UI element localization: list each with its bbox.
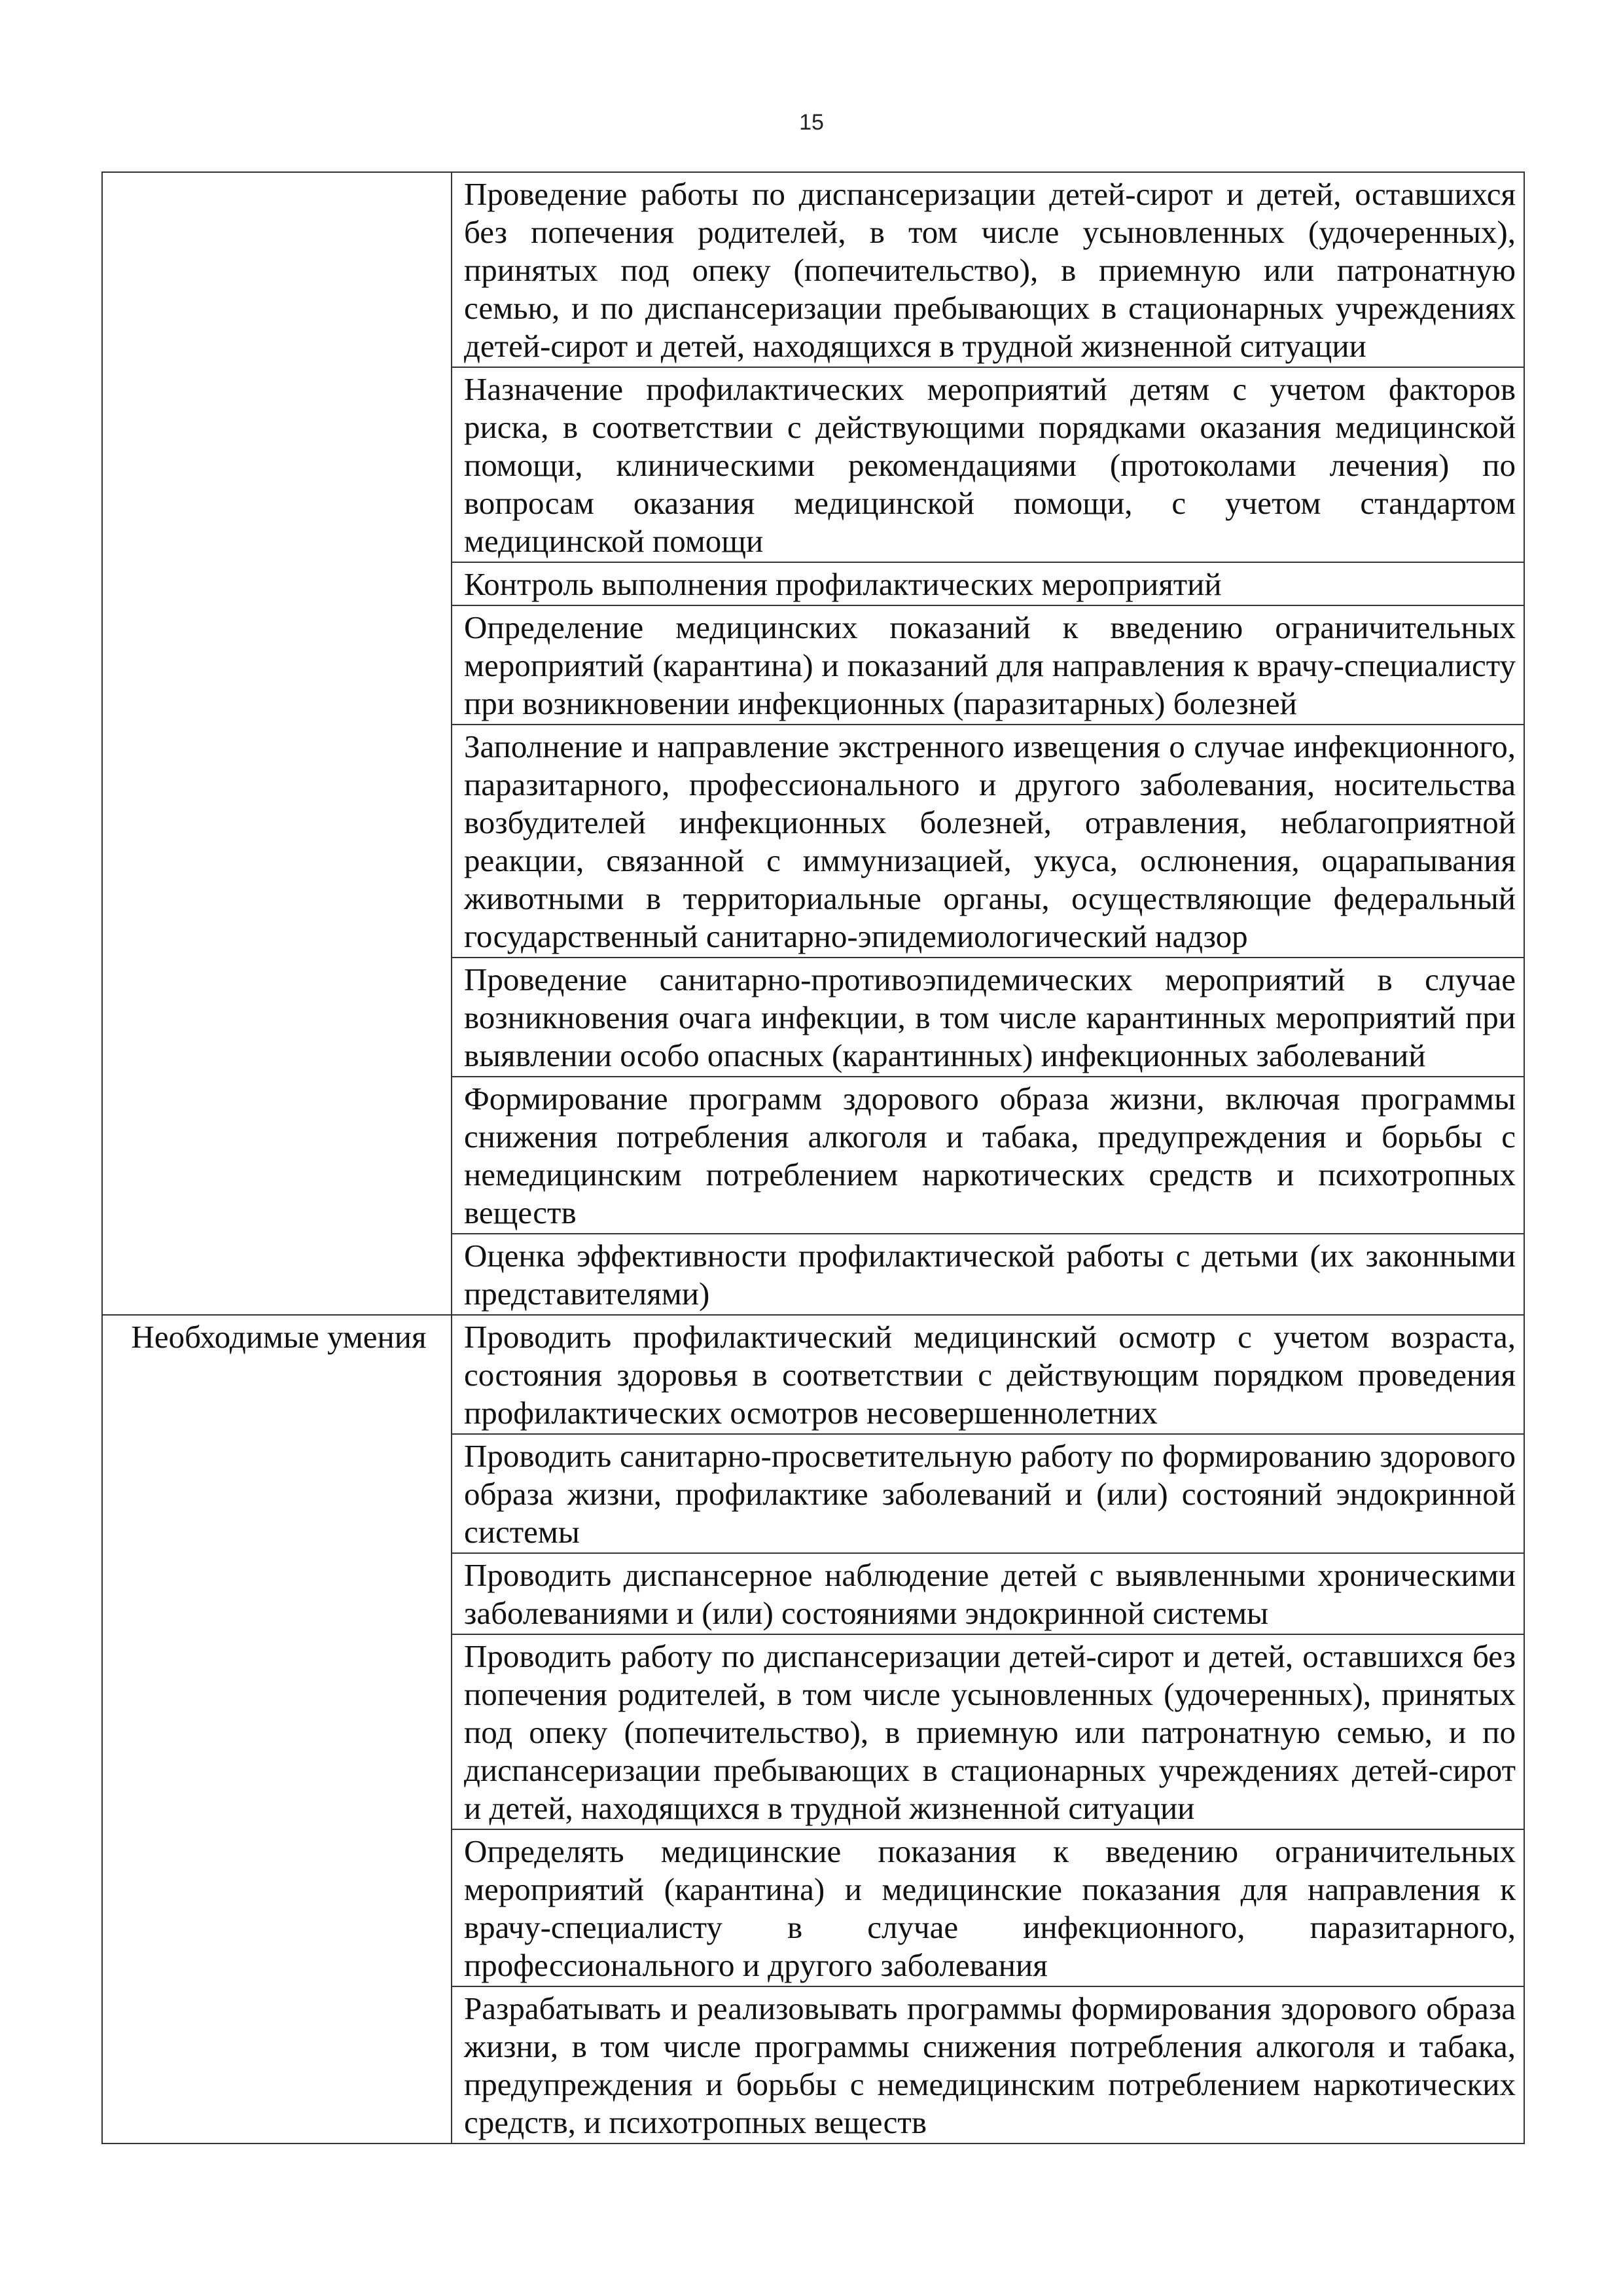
table-cell: Определять медицинские показания к введению ограничительных мероприятий (карантина) и медицинские показания для направления к врачу-специалисту в случае инфекционного, паразитарного, профессионального и другого заболевания (452, 1829, 1524, 1986)
table-row (102, 172, 1524, 367)
table-cell: Проведение работы по диспансеризации детей-сирот и детей, оставшихся без попечения родителей, в том числе усыновленных (удочеренных), принятых под опеку (попечительство), в приемную или патронатную семью, и по диспансеризации пребывающих в стационарных учреждениях детей-сирот и детей, находящихся в трудной жизненной ситуации (452, 172, 1524, 367)
table-cell: Проводить профилактический медицинский осмотр с учетом возраста, состояния здоровья в соответствии с действующим порядком проведения профилактических осмотров несовершеннолетних (452, 1315, 1524, 1434)
table-cell: Заполнение и направление экстренного извещения о случае инфекционного, паразитарного, профессионального и другого заболевания, носительства возбудителей инфекционных болезней, отравления, неблагоприятной реакции, связанной с иммунизацией, укуса, ослюнения, оцарапывания животными в территориальные органы, осуществляющие федеральный государственный санитарно-эпидемиологический надзор (452, 725, 1524, 958)
table-cell: Оценка эффективности профилактической работы с детьми (их законными представителями) (452, 1234, 1524, 1315)
table-cell: Контроль выполнения профилактических мероприятий (452, 562, 1524, 605)
table-cell: Проводить диспансерное наблюдение детей с выявленными хроническими заболеваниями и (или) состояниями эндокринной системы (452, 1553, 1524, 1634)
table-cell: Определение медицинских показаний к введению ограничительных мероприятий (карантина) и показаний для направления к врачу-специалисту при возникновении инфекционных (паразитарных) болезней (452, 605, 1524, 725)
section-label-skills: Необходимые умения (102, 1315, 452, 2144)
section-label-cell (102, 172, 452, 1315)
table-cell: Проводить санитарно-просветительную работу по формированию здорового образа жизни, профилактике заболеваний и (или) состояний эндокринной системы (452, 1434, 1524, 1553)
table-row (102, 1315, 1524, 1434)
table-cell: Назначение профилактических мероприятий детям с учетом факторов риска, в соответствии с действующими порядками оказания медицинской помощи, клиническими рекомендациями (протоколами лечения) по вопросам оказания медицинской помощи, с учетом стандартом медицинской помощи (452, 367, 1524, 562)
table-cell: Проведение санитарно-противоэпидемических мероприятий в случае возникновения очага инфекции, в том числе карантинных мероприятий при выявлении особо опасных (карантинных) инфекционных заболеваний (452, 958, 1524, 1077)
table-cell: Разрабатывать и реализовывать программы формирования здорового образа жизни, в том числе программы снижения потребления алкоголя и табака, предупреждения и борьбы с немедицинским потреблением наркотических средств, и психотропных веществ (452, 1986, 1524, 2144)
competency-table (101, 171, 1525, 2144)
table-cell: Проводить работу по диспансеризации детей-сирот и детей, оставшихся без попечения родителей, в том числе усыновленных (удочеренных), принятых под опеку (попечительство), в приемную или патронатную семью, и по диспансеризации пребывающих в стационарных учреждениях детей-сирот и детей, находящихся в трудной жизненной ситуации (452, 1634, 1524, 1829)
page-number: 15 (799, 110, 824, 135)
table-cell: Формирование программ здорового образа жизни, включая программы снижения потребления алкоголя и табака, предупреждения и борьбы с немедицинским потреблением наркотических средств и психотропных веществ (452, 1077, 1524, 1234)
